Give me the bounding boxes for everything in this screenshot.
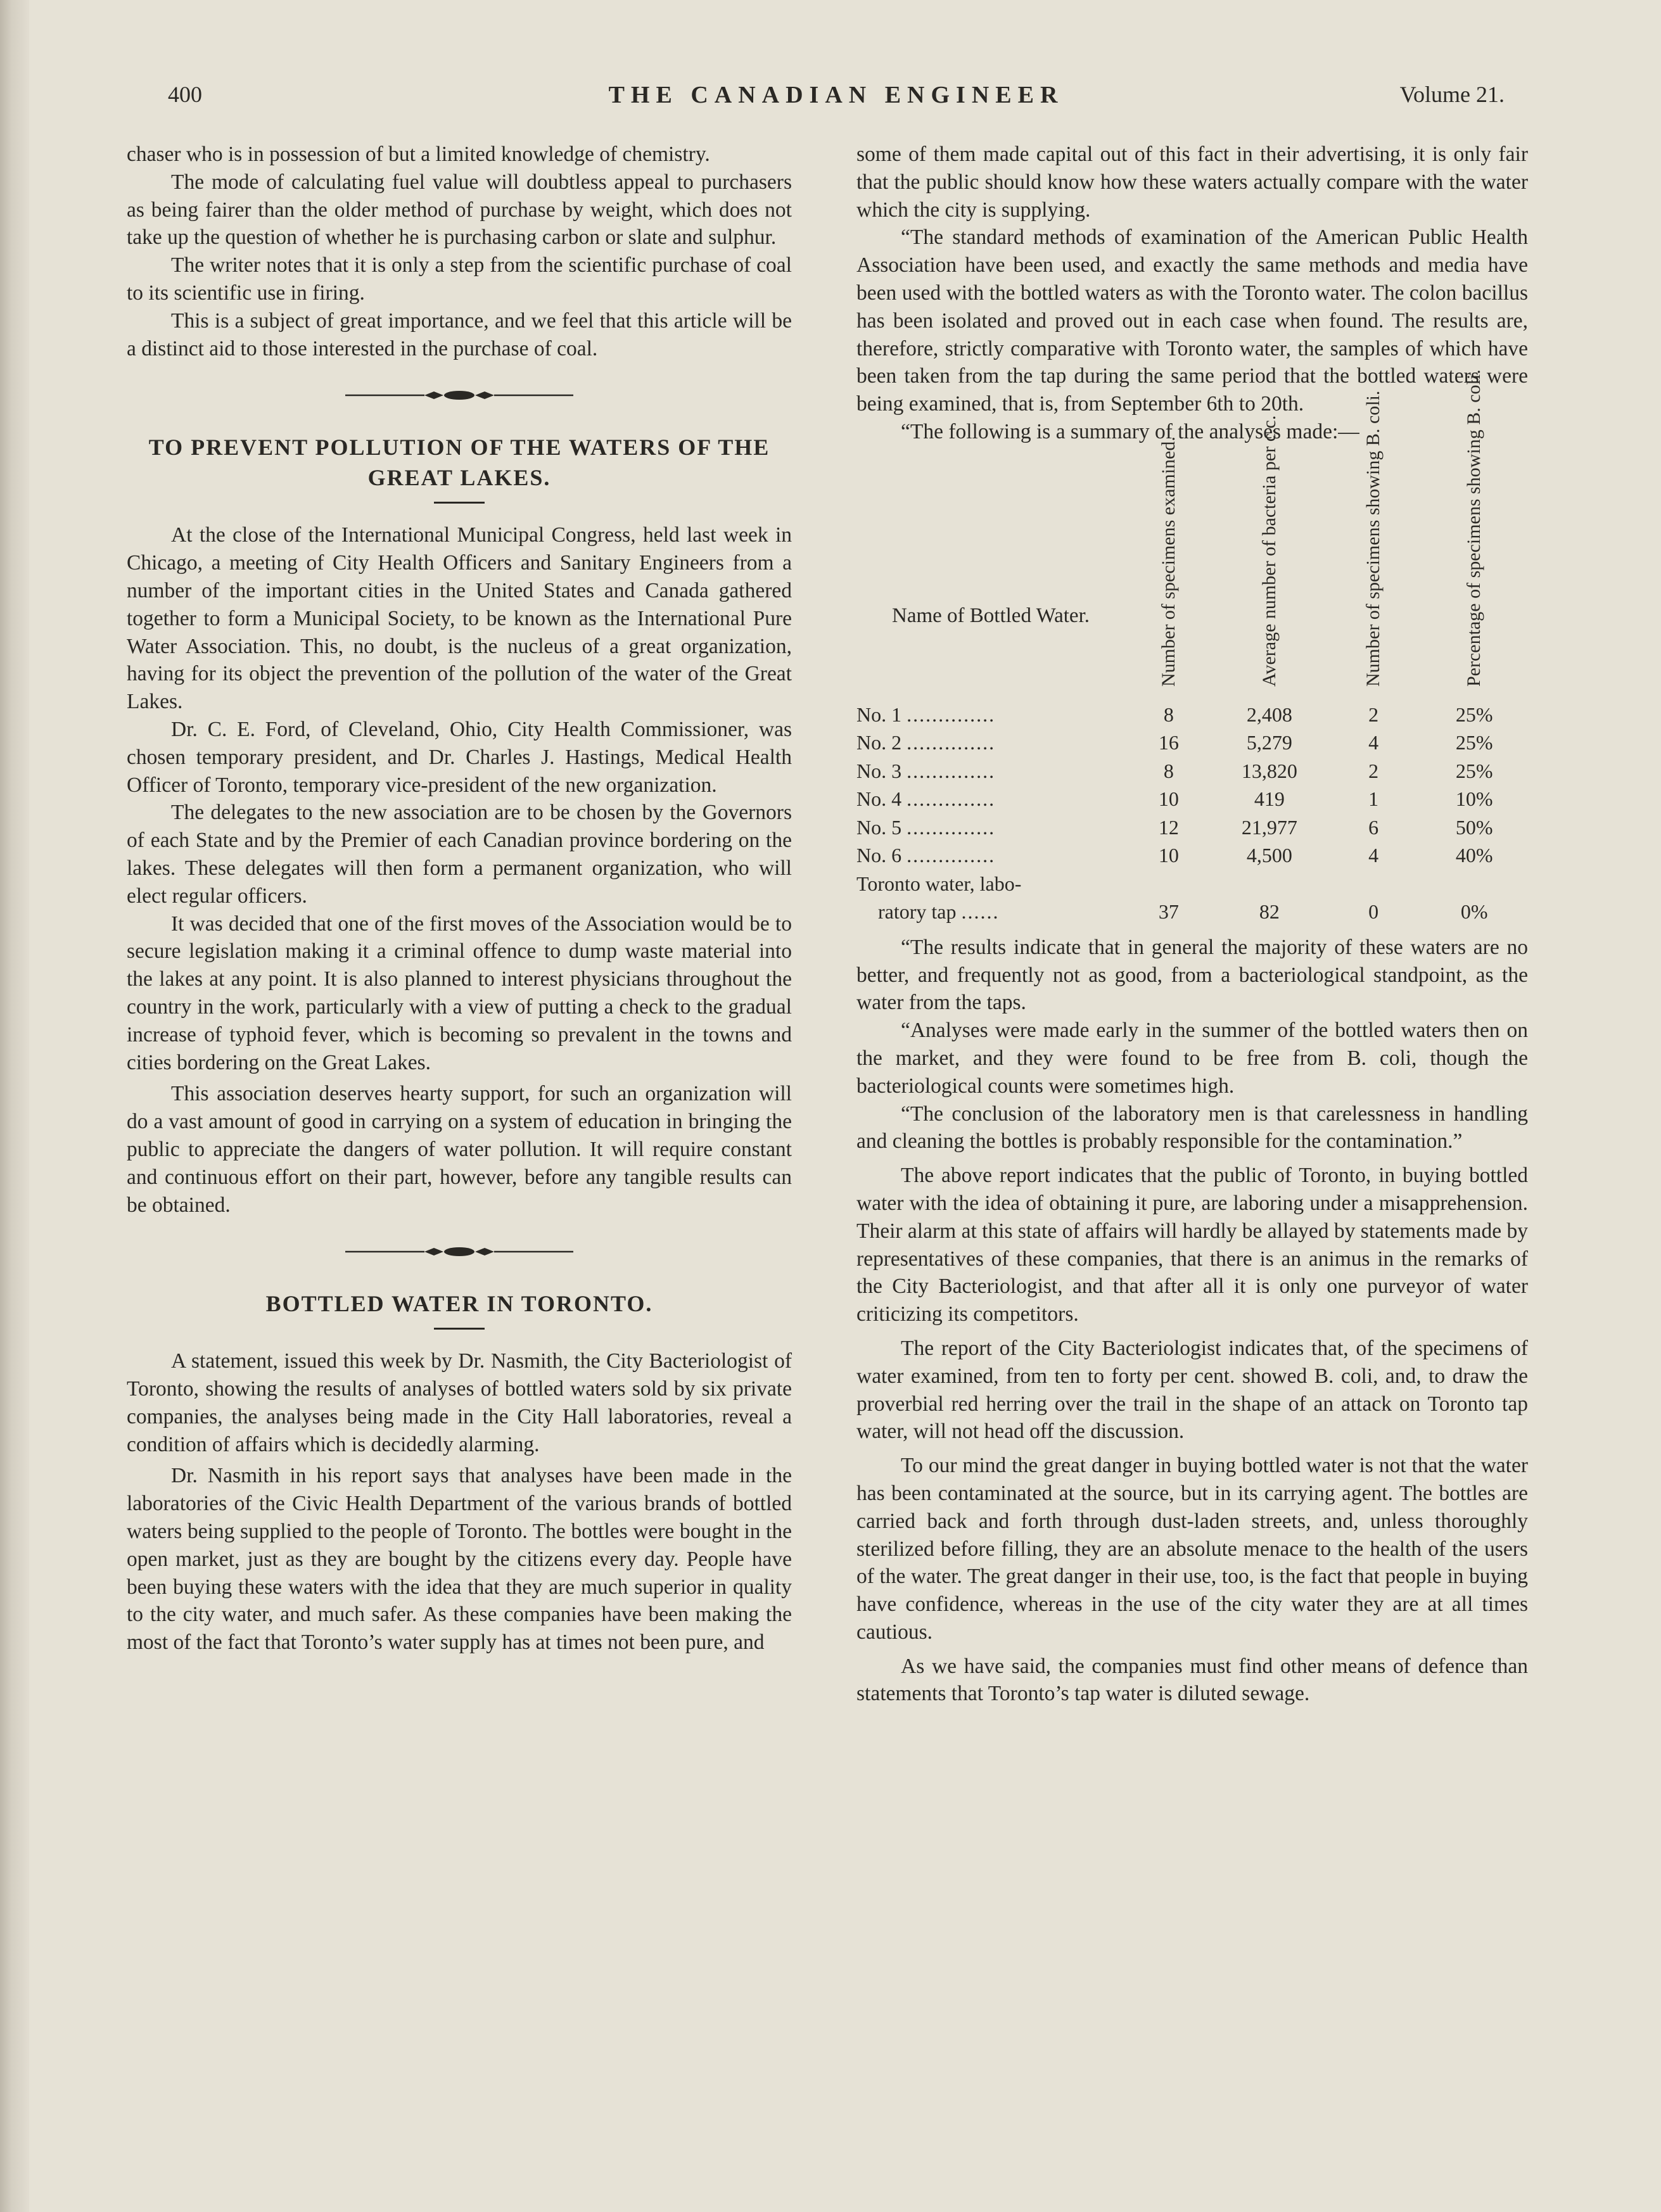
row-name-cell xyxy=(856,785,1125,813)
bacteria-cell: 419 xyxy=(1254,787,1285,811)
coli-percent-cell: 25% xyxy=(1455,759,1493,782)
paragraph: “The standard methods of examination of the American Public Health Association have been used, and exactly the same methods and media have been used with the bottled waters as with the Toronto water. The colon bacillus has been isolated and proved out in each case when found. The results are, therefore, strictly comparative with Toronto water, the samples of which have been taken from the tap during the same period that the bottled waters were being examined, that is, from September 6th to 20th. xyxy=(856,226,1528,416)
coli-count-cell: 2 xyxy=(1368,702,1379,726)
coli-count-cell: 0 xyxy=(1368,900,1379,924)
specimens-cell: 16 xyxy=(1158,731,1179,754)
paragraph: chaser who is in possession of but a limited knowledge of chemistry. xyxy=(127,143,710,166)
right-column xyxy=(856,141,1528,1708)
row-name: ratory tap xyxy=(878,900,957,924)
table-row xyxy=(856,728,1528,757)
specimens-cell: 8 xyxy=(1163,702,1174,726)
row-name-cell xyxy=(856,841,1125,870)
paragraph: As we have said, the companies must find other means of defence than statements that Toronto’s tap water is diluted sewage. xyxy=(856,1654,1528,1706)
coli-percent-cell: 0% xyxy=(1460,900,1488,924)
row-name-cell xyxy=(856,813,1125,842)
table-row xyxy=(856,813,1528,842)
paragraph: The delegates to the new association are to be chosen by the Governors of each State and by the Premier of each Canadian province bordering on the lakes. These delegates will then form a permanent organization, who will elect regular officers. xyxy=(127,801,792,908)
bacteria-cell: 82 xyxy=(1259,900,1280,924)
row-name-cell xyxy=(856,757,1125,785)
specimens-cell: 10 xyxy=(1158,787,1179,811)
specimens-cell: 8 xyxy=(1163,759,1174,782)
coli-count-cell: 4 xyxy=(1368,731,1379,754)
column-header-coli-count: Number of specimens showing B. coli. xyxy=(1363,390,1384,687)
column-header-bacteria: Average number of bacteria per c.c. xyxy=(1258,415,1280,687)
leader-dots: .............. xyxy=(907,787,996,811)
bacteria-cell: 21,977 xyxy=(1241,815,1297,839)
row-name: No. 1 xyxy=(856,702,902,726)
spacer xyxy=(856,687,1528,701)
article-title-bottled-water: BOTTLED WATER IN TORONTO. xyxy=(265,1291,653,1317)
paragraph: The mode of calculating fuel value will doubtless appeal to purchasers as being fairer than the older method of purchase by weight, which does not take up the question of whether he is purchasing carbon or slate and sulphur. xyxy=(127,170,792,250)
paragraph: The writer notes that it is only a step from the scientific purchase of coal to its scientific use in firing. xyxy=(127,253,792,305)
section-divider-ornament xyxy=(127,376,792,414)
paragraph: “Analyses were made early in the summer of the bottled waters then on the market, and they were found to be free from B. coli, though the bacteriological counts were sometimes high. xyxy=(856,1019,1528,1098)
specimens-cell: 12 xyxy=(1158,815,1179,839)
bacteria-cell: 2,408 xyxy=(1246,702,1292,726)
paragraph: At the close of the International Municipal Congress, held last week in Chicago, a meeting of City Health Officers and Sanitary Engineers from a number of the important cities in the United States and Canada gathered together to form a Municipal Society, to be known as the International Pure Water Association. This, no doubt, is the nucleus of a great organization, having for its object the prevention of the pollution of the water of the Great Lakes. xyxy=(127,523,792,714)
coli-percent-cell: 40% xyxy=(1455,844,1493,867)
coli-percent-cell: 25% xyxy=(1455,702,1493,726)
table-row xyxy=(856,757,1528,785)
column-header-coli-percent: Percentage of specimens showing B. coli. xyxy=(1463,369,1485,687)
paragraph: The above report indicates that the public of Toronto, in buying bottled water with the idea of obtaining it pure, are laboring under a misapprehension. Their alarm at this state of affairs will hardly be allayed by statements made by representatives of these companies, that there is an animus in the remarks of the City Bacteriologist, and that after all it is only one purveyor of water criticizing its competitors. xyxy=(856,1164,1528,1326)
table-header-row xyxy=(856,452,1528,687)
page-header xyxy=(168,81,1505,113)
leader-dots: .............. xyxy=(907,731,996,754)
paragraph: This is a subject of great importance, and we feel that this article will be a distinct aid to those interested in the purchase of coal. xyxy=(127,308,792,360)
coli-count-cell: 1 xyxy=(1368,787,1379,811)
row-name: No. 5 xyxy=(856,815,902,839)
paragraph: some of them made capital out of this fact in their advertising, it is only fair that the public should know how these waters actually compare with the water which the city is supplying. xyxy=(856,143,1528,222)
bacteria-cell: 13,820 xyxy=(1241,759,1297,782)
row-name: Toronto water, labo- xyxy=(856,872,1022,895)
row-name: No. 3 xyxy=(856,759,902,782)
row-name: No. 6 xyxy=(856,844,902,867)
table-row xyxy=(856,841,1528,870)
column-header-cell xyxy=(1420,369,1528,687)
paragraph: A statement, issued this week by Dr. Nasmith, the City Bacteriologist of Toronto, showing the results of analyses of bottled waters sold by six private companies, the analyses being made in the City Hall laboratories, reveal a condition of affairs which is decidedly alarming. xyxy=(127,1349,792,1456)
leader-dots: .............. xyxy=(907,759,996,782)
leader-dots: .............. xyxy=(907,844,996,867)
column-header-cell xyxy=(1327,390,1420,687)
title-underline xyxy=(434,502,485,504)
row-name: No. 2 xyxy=(856,731,902,754)
table-row xyxy=(856,701,1528,729)
coli-count-cell: 6 xyxy=(1368,815,1379,839)
coli-count-cell: 4 xyxy=(1368,844,1379,867)
paragraph: The report of the City Bacteriologist indicates that, of the specimens of water examined, from ten to forty per cent. showed B. coli, and, to draw the proverbial red herring over the trail in the shape of an attack on Toronto tap water, will not head off the discussion. xyxy=(856,1336,1528,1444)
row-name-cell xyxy=(856,870,1125,926)
paragraph: It was decided that one of the first moves of the Association would be to secure legislation making it a criminal offence to dump waste material into the lakes at any point. It is also planned to interest physicians throughout the country in the work, particularly with a view of putting a check to the gradual increase of typhoid fever, which is becoming so prevalent in the towns and cities bordering on the Great Lakes. xyxy=(127,912,792,1074)
specimens-cell: 37 xyxy=(1158,900,1179,924)
journal-title: THE CANADIAN ENGINEER xyxy=(608,82,1064,108)
column-header-cell xyxy=(1125,436,1212,687)
row-name-cell xyxy=(856,728,1125,757)
coli-count-cell: 2 xyxy=(1368,759,1379,782)
article-title-pollution: TO PREVENT POLLUTION OF THE WATERS OF THE GREAT LAKES. xyxy=(148,435,770,491)
paragraph: “The conclusion of the laboratory men is that carelessness in handling and cleaning the bottles is probably responsible for the contamination.” xyxy=(856,1102,1528,1154)
paragraph: Dr. Nasmith in his report says that analyses have been made in the laboratories of the Civic Health Department of the various brands of bottled waters being supplied to the people of Toronto. The bottles were bought in the open market, just as they are bought by the citizens every day. People have been buying these waters with the idea that they are much superior in quality to the city water, and much safer. As these companies have been making the most of the fact that Toronto’s water supply has at times not been pure, and xyxy=(127,1464,792,1655)
row-name-cell xyxy=(856,701,1125,729)
leader-dots: .............. xyxy=(907,702,996,726)
specimens-cell: 10 xyxy=(1158,844,1179,867)
section-divider-ornament xyxy=(127,1233,792,1271)
leader-dots: .............. xyxy=(907,815,996,839)
paragraph: To our mind the great danger in buying bottled water is not that the water has been contaminated at the source, but in its carrying agent. The bottles are carried back and forth through dust-laden streets, and, unless thoroughly sterilized before filling, they are an absolute menace to the health of the users of the water. The great danger in their use, too, is the fact that people in buying have confidence, whereas in the use of the city water they are at all times cautious. xyxy=(856,1454,1528,1644)
left-column xyxy=(127,141,792,1656)
bacteria-cell: 5,279 xyxy=(1246,731,1292,754)
paragraph: Dr. C. E. Ford, of Cleveland, Ohio, City Health Commissioner, was chosen temporary president, and Dr. Charles J. Hastings, Medical Health Officer of Toronto, temporary vice-president of the new organization. xyxy=(127,717,792,797)
row-name-cont xyxy=(856,898,1125,926)
leader-dots: ...... xyxy=(961,900,1000,924)
coli-percent-cell: 10% xyxy=(1455,787,1493,811)
title-underline xyxy=(434,1328,485,1330)
paragraph: “The results indicate that in general the majority of these waters are no better, and frequently not as good, from a bacteriological standpoint, as the water from the taps. xyxy=(856,935,1528,1015)
row-name: No. 4 xyxy=(856,787,902,811)
column-header-specimens: Number of specimens examined. xyxy=(1157,436,1179,687)
volume-label: Volume 21. xyxy=(1399,82,1505,107)
bacteria-cell: 4,500 xyxy=(1246,844,1292,867)
table-row-toronto xyxy=(856,870,1528,926)
coli-percent-cell: 50% xyxy=(1455,815,1493,839)
column-header-name: Name of Bottled Water. xyxy=(892,604,1090,627)
table-row xyxy=(856,785,1528,813)
paragraph: “The following is a summary of the analyses made:— xyxy=(901,419,1359,443)
paragraph: This association deserves hearty support, for such an organization will do a vast amount of good in carrying on a system of education in bringing the public to appreciate the dangers of water pollution. It will require constant and continuous effort on their part, however, before any tangible results can be obtained. xyxy=(127,1082,792,1217)
column-header-cell xyxy=(1212,415,1327,687)
coli-percent-cell: 25% xyxy=(1455,731,1493,754)
page-number: 400 xyxy=(168,82,202,107)
